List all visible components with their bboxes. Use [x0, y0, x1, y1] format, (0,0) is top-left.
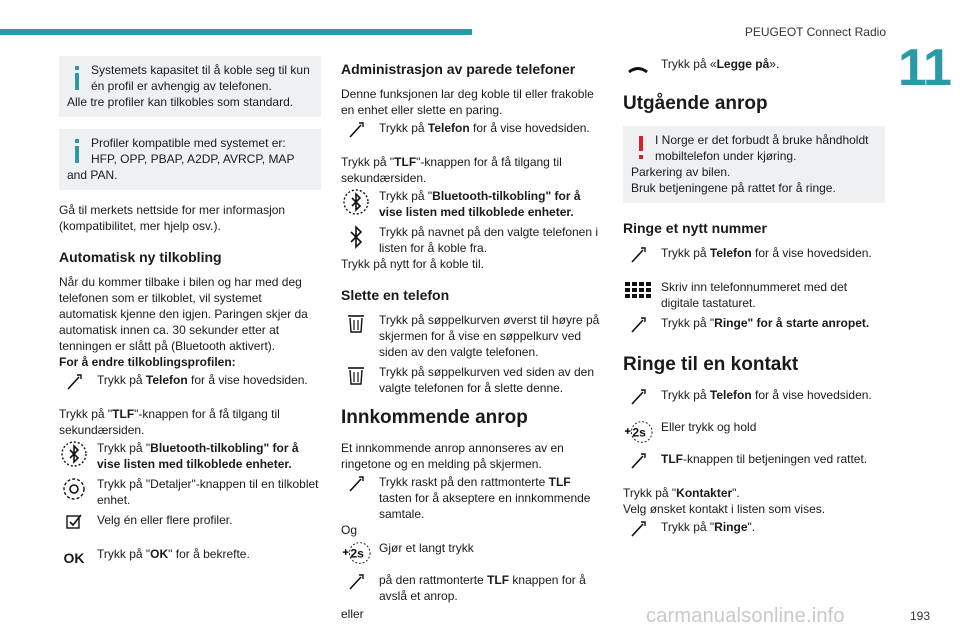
trash-icon — [341, 364, 371, 390]
bluetooth-icon — [341, 188, 371, 214]
step: 2s Eller trykk og hold — [623, 419, 885, 443]
note-text: Systemets kapasitet til å koble seg til kun én profil er avhengig av telefonen. — [91, 63, 310, 93]
gear-icon — [59, 476, 89, 502]
keypad-icon — [623, 279, 653, 305]
paragraph: Gå til merkets nettside for mer informasjon (kompatibilitet, mer hjelp osv.). — [59, 203, 286, 233]
step: Trykk på Telefon for å vise hovedsiden. — [59, 372, 321, 396]
touch-icon — [341, 572, 371, 598]
ok-button-label: OK — [63, 550, 85, 566]
info-icon — [69, 64, 85, 92]
step: Velg én eller flere profiler. — [59, 512, 321, 536]
warning-icon — [633, 134, 649, 162]
step: Trykk på «Legge på». — [623, 56, 885, 80]
step: Trykk på "Bluetooth-tilkobling" for å vise listen med tilkoblede enheter. — [59, 440, 321, 472]
column-middle — [341, 56, 603, 630]
step: Trykk på "Bluetooth-tilkobling" for å vise listen med tilkoblede enheter. — [341, 188, 603, 220]
paragraph: Velg ønsket kontakt i listen som vises. — [623, 502, 826, 516]
paragraph: Trykk på "TLF"-knappen for å få tilgang til sekundærsiden. — [341, 155, 562, 185]
page-number: 193 — [910, 609, 931, 623]
note-text: Profiler kompatible med systemet er: HFP, OPP, PBAP, A2DP, AVRCP, MAP — [91, 136, 295, 166]
section-heading: Ringe et nytt nummer — [623, 220, 767, 236]
note-text: Bruk betjeningene på rattet for å ringe. — [631, 181, 836, 195]
paragraph: Et innkommende anrop annonseres av en ringetone og en melding på skjermen. — [341, 441, 564, 471]
touch-icon — [623, 315, 653, 341]
step: OK Trykk på "OK" for å bekrefte. — [59, 546, 321, 570]
step: på den rattmonterte TLF knappen for å avslå et anrop. — [341, 572, 603, 604]
step: Trykk på Telefon for å vise hovedsiden. — [623, 387, 885, 411]
paragraph: Trykk på "TLF"-knappen for å få tilgang til sekundærsiden. — [59, 407, 280, 437]
info-note-1 — [59, 56, 321, 117]
section-heading: Innkommende anrop — [341, 407, 528, 428]
long-press-2s-icon — [341, 540, 371, 566]
paragraph: Trykk på "Kontakter". — [623, 486, 740, 500]
paragraph: Trykk på nytt for å koble til. — [341, 257, 484, 271]
note-text: I Norge er det forbudt å bruke håndholdt mobiltelefon under kjøring. — [655, 133, 869, 163]
touch-icon — [341, 474, 371, 500]
section-heading: Administrasjon av parede telefoner — [341, 61, 576, 77]
note-text: Parkering av bilen. — [631, 165, 731, 179]
step: Trykk på "Detaljer"-knappen til en tilkoblet enhet. — [59, 476, 321, 508]
step: Trykk på søppelkurven øverst til høyre på skjermen for å vise en søppelkurv ved siden av den valgte telefonen. — [341, 312, 603, 360]
touch-icon — [623, 245, 653, 271]
note-text: and PAN. — [67, 168, 118, 182]
paragraph: Denne funksjonen lar deg koble til eller frakoble en enhet eller slette en paring. — [341, 87, 594, 117]
touch-icon — [623, 387, 653, 413]
running-title: PEUGEOT Connect Radio — [744, 25, 886, 39]
note-text: Alle tre profiler kan tilkobles som standard. — [67, 95, 294, 109]
hang-up-icon — [623, 56, 653, 82]
paragraph: For å endre tilkoblingsprofilen: — [59, 355, 236, 369]
watermark: carmanualsonline.info — [646, 605, 845, 627]
svg-text:2s: 2s — [632, 425, 646, 440]
warning-note — [623, 126, 885, 203]
header-accent-bar — [0, 29, 472, 35]
column-right — [623, 56, 885, 547]
section-heading: Ringe til en kontakt — [623, 354, 799, 375]
paragraph: eller — [341, 607, 364, 621]
step: Trykk på søppelkurven ved siden av den valgte telefonen for å slette denne. — [341, 364, 603, 396]
checkbox-icon — [59, 512, 89, 538]
touch-icon — [623, 519, 653, 545]
info-icon — [69, 137, 85, 165]
step: 2s Gjør et langt trykk — [341, 540, 603, 564]
step: Trykk på "Ringe" for å starte anropet. — [623, 315, 885, 339]
paragraph: Når du kommer tilbake i bilen og har med deg telefonen som er tilkoblet, vil systemet automatisk kjenne den igjen. Paringen skjer da automatisk innen ca. 30 sekunder etter at tenningen er slått på (Bluetooth aktivert). — [59, 275, 308, 353]
info-note-2 — [59, 129, 321, 190]
trash-icon — [341, 312, 371, 338]
bluetooth-icon — [341, 224, 371, 250]
step: Skriv inn telefonnummeret med det digitale tastaturet. — [623, 279, 885, 311]
touch-icon — [59, 372, 89, 398]
step: TLF-knappen til betjeningen ved rattet. — [623, 451, 885, 475]
paragraph: Og — [341, 523, 358, 537]
bluetooth-icon — [59, 440, 89, 466]
section-heading: Utgående anrop — [623, 93, 768, 114]
step: Trykk på "Ringe". — [623, 519, 885, 543]
touch-icon — [341, 120, 371, 146]
long-press-2s-icon — [623, 419, 653, 445]
step: Trykk på Telefon for å vise hovedsiden. — [623, 245, 885, 269]
step: Trykk raskt på den rattmonterte TLF tasten for å akseptere en innkommende samtale. — [341, 474, 603, 522]
step: Trykk på navnet på den valgte telefonen i listen for å koble fra. — [341, 224, 603, 256]
section-heading: Slette en telefon — [341, 287, 450, 303]
touch-icon — [623, 451, 653, 477]
step: Trykk på Telefon for å vise hovedsiden. — [341, 120, 603, 144]
section-heading: Automatisk ny tilkobling — [59, 249, 222, 265]
column-left — [59, 56, 321, 574]
svg-text:2s: 2s — [350, 546, 364, 561]
chapter-number: 11 — [898, 39, 951, 97]
